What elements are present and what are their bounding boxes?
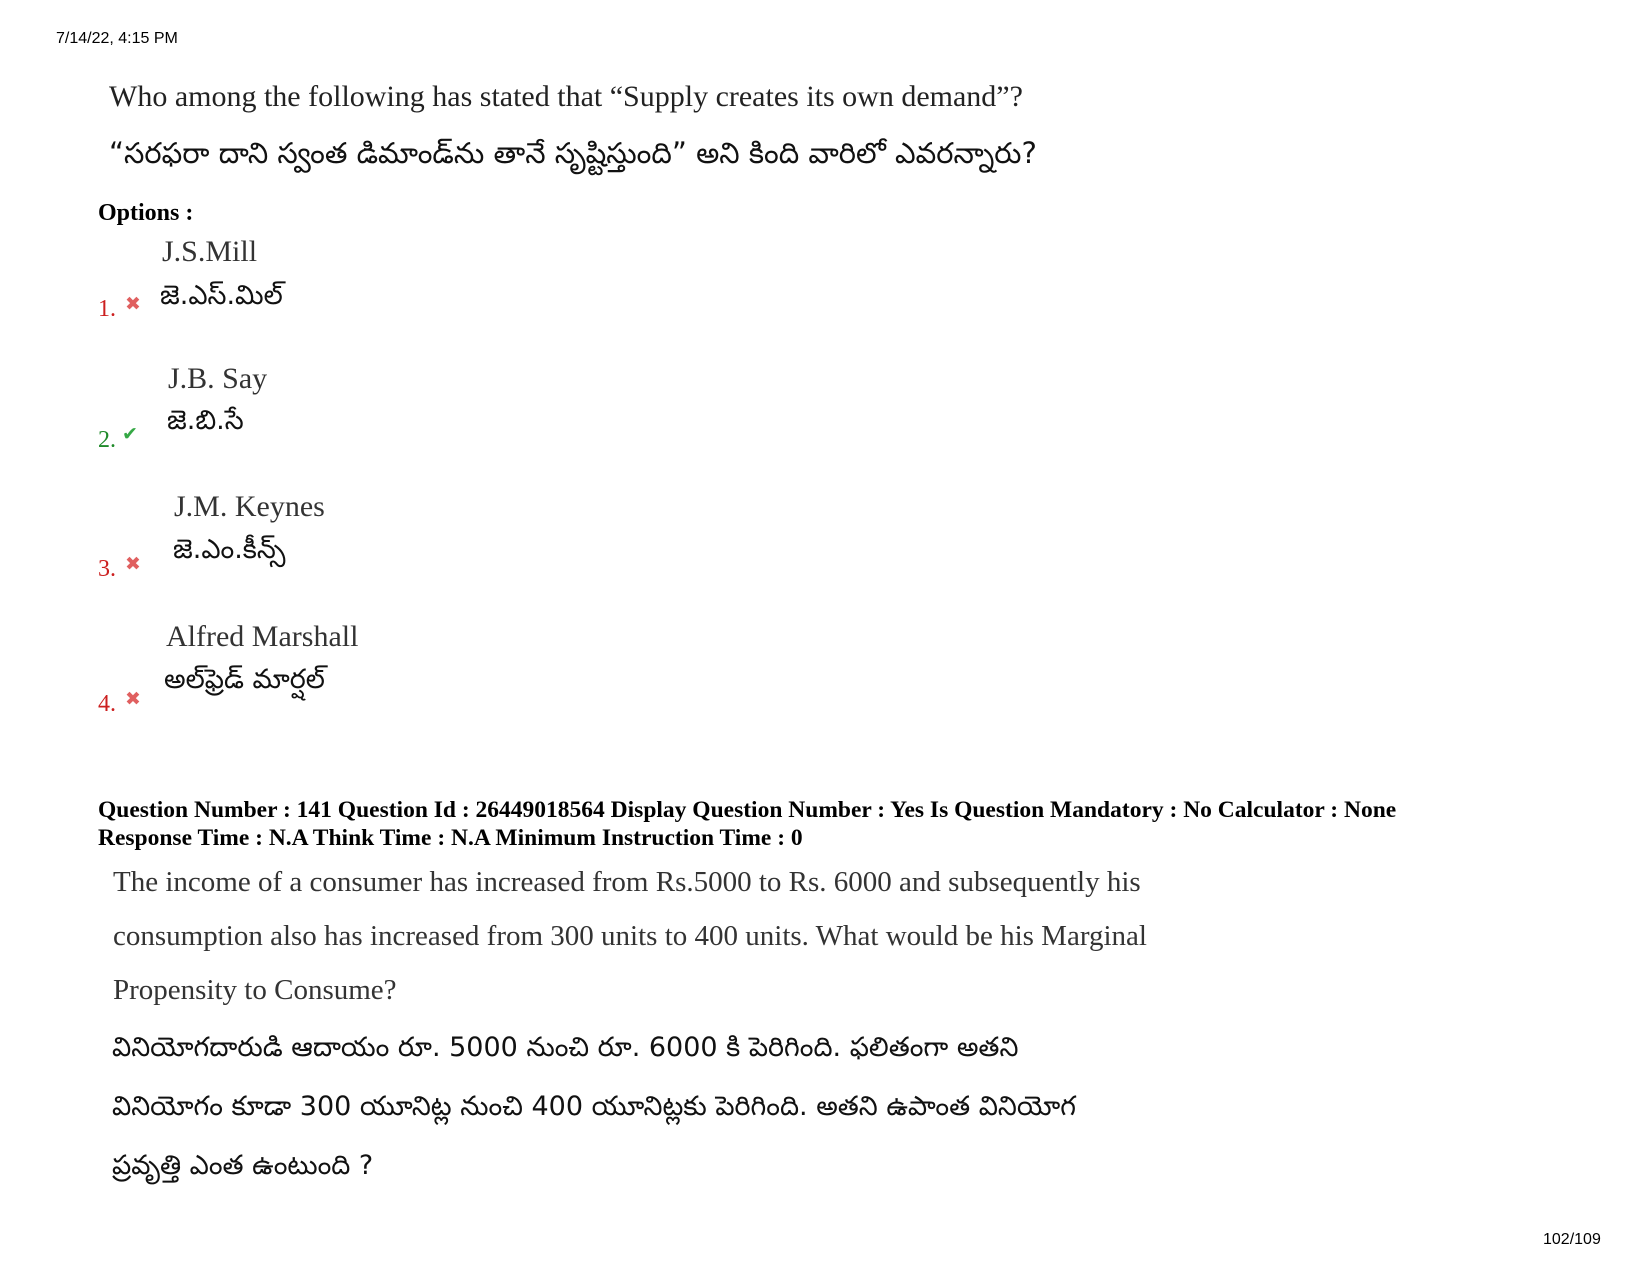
- print-timestamp: 7/14/22, 4:15 PM: [56, 30, 178, 47]
- option-1-number: 1.: [98, 296, 116, 322]
- option-2-number: 2.: [98, 427, 116, 453]
- option-3-text-english: J.M. Keynes: [174, 490, 325, 523]
- option-2-text-english: J.B. Say: [168, 362, 268, 395]
- question-text-english: Who among the following has stated that “Supply creates its own demand”?: [109, 80, 1023, 113]
- question-text-english-line-3: Propensity to Consume?: [113, 974, 397, 1006]
- option-3-text-telugu: జె.ఎం.కీన్స్: [173, 534, 286, 565]
- option-4-number: 4.: [98, 691, 116, 717]
- page-number: 102/109: [1543, 1231, 1601, 1248]
- option-1-text-telugu: జె.ఎస్.మిల్: [160, 280, 283, 311]
- cross-icon: ✖: [125, 688, 141, 710]
- question-text-english-line-1: The income of a consumer has increased from Rs.5000 to Rs. 6000 and subsequently his: [113, 866, 1141, 898]
- question-text-telugu-line-3: ప్రవృత్తి ఎంత ఉంటుంది ?: [112, 1150, 374, 1181]
- option-2-text-telugu: జె.బి.సే: [167, 405, 244, 436]
- question-text-telugu-line-2: వినియోగం కూడా 300 యూనిట్ల నుంచి 400 యూనిట్లకు పెరిగింది. అతని ఉపాంత వినియోగ: [112, 1091, 1076, 1122]
- option-4-text-english: Alfred Marshall: [166, 620, 359, 653]
- question-text-english-line-2: consumption also has increased from 300 units to 400 units. What would be his Marginal: [113, 920, 1147, 952]
- option-3-number: 3.: [98, 556, 116, 582]
- options-label: Options :: [98, 200, 194, 226]
- question-text-telugu-line-1: వినియోగదారుడి ఆదాయం రూ. 5000 నుంచి రూ. 6000 కి పెరిగింది. ఫలితంగా అతని: [112, 1032, 1019, 1063]
- check-icon: ✔: [122, 423, 138, 445]
- question-text-telugu: “సరఫరా దాని స్వంత డిమాండ్‌ను తానే సృష్టిస్తుంది” అని కింది వారిలో ఎవరన్నారు?: [109, 136, 1037, 170]
- cross-icon: ✖: [125, 553, 141, 575]
- option-4-text-telugu: అల్‌ఫ్రెడ్ మార్షల్: [164, 664, 325, 695]
- question-meta-line-2: Response Time : N.A Think Time : N.A Minimum Instruction Time : 0: [98, 825, 803, 851]
- option-1-text-english: J.S.Mill: [162, 235, 258, 268]
- question-meta-line-1: Question Number : 141 Question Id : 26449018564 Display Question Number : Yes Is Question Mandatory : No Calculator : None: [98, 797, 1397, 823]
- cross-icon: ✖: [125, 293, 141, 315]
